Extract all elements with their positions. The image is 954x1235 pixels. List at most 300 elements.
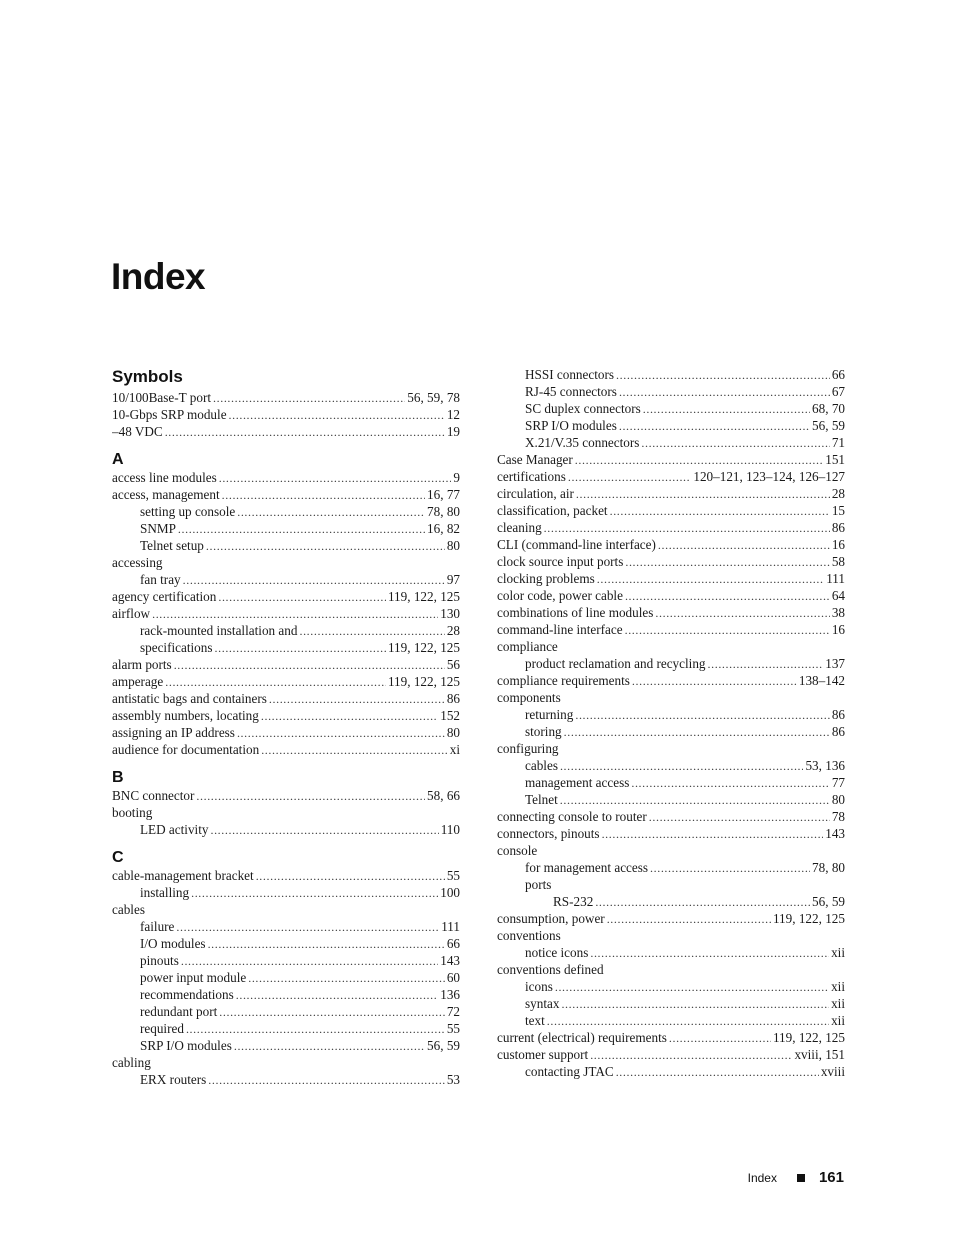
index-term: ports [525,877,552,892]
index-term: Case Manager [497,452,573,467]
dot-leader [555,978,829,995]
index-column-left [112,366,460,1088]
index-page-refs: 130 [440,606,460,621]
index-term: certifications [497,469,566,484]
dot-leader [610,502,830,519]
index-entry [497,1029,845,1046]
dot-leader [643,400,810,417]
dot-leader [575,706,829,723]
index-page-refs: 97 [446,572,460,587]
dot-leader [237,503,425,520]
dot-leader [210,821,438,838]
index-term: access, management [112,487,220,502]
dot-leader [206,537,445,554]
index-entry [112,554,460,571]
index-term: compliance [497,639,558,654]
index-page-refs: 86 [831,707,845,722]
index-page-refs: 56, 59, 78 [407,390,460,405]
index-page-refs: 55 [446,1021,460,1036]
footer-label: Index [747,1170,777,1185]
index-term: cleaning [497,520,542,535]
index-term: syntax [525,996,560,1011]
index-page-refs: 80 [446,538,460,553]
dot-leader [165,673,386,690]
index-entry [497,672,845,689]
index-page-refs: xii [831,945,845,960]
dot-leader [234,1037,425,1054]
dot-leader [256,867,445,884]
dot-leader [602,825,824,842]
dot-leader [619,417,810,434]
index-entry [497,536,845,553]
dot-leader [219,1003,445,1020]
index-term: components [497,690,561,705]
index-page-refs: xviii [820,1064,845,1079]
index-term: customer support [497,1047,589,1062]
index-entry [112,935,460,952]
index-page-refs: 80 [446,725,460,740]
index-entry [497,434,845,451]
index-term: console [497,843,538,858]
index-entry [497,876,845,893]
index-entry [112,503,460,520]
index-entry [112,656,460,673]
index-entry [497,893,845,910]
index-term: contacting JTAC [525,1064,614,1079]
index-term: I/O modules [140,936,206,951]
index-term: assigning an IP address [112,725,235,740]
index-term: amperage [112,674,164,689]
index-page-refs: 78 [831,809,845,824]
index-page-refs: 53 [446,1072,460,1087]
index-term: icons [525,979,553,994]
index-page-refs: 151 [825,452,845,467]
index-term: configuring [497,741,559,756]
index-column-right [497,366,845,1080]
index-term: power input module [140,970,247,985]
index-page-refs: 56, 59 [812,894,845,909]
index-entry [112,1003,460,1020]
index-term: classification, packet [497,503,608,518]
index-entry [112,724,460,741]
index-term: –48 VDC [112,424,163,439]
index-term: 10-Gbps SRP module [112,407,227,422]
index-page-refs: 71 [831,435,845,450]
index-page-refs: 9 [453,470,460,485]
index-entry [112,1020,460,1037]
index-entry [112,969,460,986]
index-entry [497,910,845,927]
index-page-refs: 38 [831,605,845,620]
index-entry [497,723,845,740]
index-page-refs: 16, 77 [427,487,460,502]
index-term: cables [112,902,145,917]
index-entry [497,655,845,672]
index-term: alarm ports [112,657,172,672]
page-number: 161 [818,1169,844,1186]
index-page-refs: xviii, 151 [794,1047,845,1062]
index-entry [112,986,460,1003]
index-term: setting up console [140,504,236,519]
dot-leader [590,1046,792,1063]
index-entry [112,1071,460,1088]
index-term: rack-mounted installation and [140,623,298,638]
dot-leader [564,723,830,740]
index-page-refs: 77 [831,775,845,790]
index-term: RJ-45 connectors [525,384,617,399]
index-term: cable-management bracket [112,868,254,883]
index-page-refs: 100 [440,885,460,900]
dot-leader [248,969,445,986]
dot-leader [174,656,445,673]
index-page-refs: 56, 59 [812,418,845,433]
index-term: circulation, air [497,486,574,501]
index-page-refs: 119, 122, 125 [387,674,460,689]
index-term: required [140,1021,184,1036]
index-entry [112,423,460,440]
dot-leader [625,587,830,604]
index-entry [497,774,845,791]
dot-leader [196,787,425,804]
index-page-refs: 143 [825,826,845,841]
index-term: SRP I/O modules [140,1038,232,1053]
index-term: connectors, pinouts [497,826,600,841]
index-entry [112,741,460,758]
dot-leader [619,383,830,400]
index-term: booting [112,805,153,820]
index-entry [497,825,845,842]
index-entry [112,673,460,690]
index-page-refs: 67 [831,384,845,399]
index-entry [112,884,460,901]
dot-leader [191,884,438,901]
index-entry [112,571,460,588]
index-term: clocking problems [497,571,595,586]
index-page-refs: 56 [446,657,460,672]
index-entry [497,468,845,485]
index-entry [497,995,845,1012]
index-term: HSSI connectors [525,367,615,382]
index-entry [112,389,460,406]
index-entry [497,570,845,587]
index-entry [497,366,845,383]
index-entry [112,952,460,969]
dot-leader [208,1071,445,1088]
dot-leader [215,639,386,656]
dot-leader [597,570,824,587]
index-page-refs: 66 [446,936,460,951]
index-entry [112,690,460,707]
index-entry [112,469,460,486]
index-term: SNMP [140,521,176,536]
index-entry [497,944,845,961]
index-term: failure [140,919,175,934]
dot-leader [213,389,405,406]
dot-leader [632,672,797,689]
dot-leader [568,468,692,485]
dot-leader [560,791,830,808]
index-entry [497,417,845,434]
dot-leader [208,935,445,952]
index-page-refs: xii [831,1013,845,1028]
index-term: specifications [140,640,213,655]
index-entry [112,406,460,423]
index-page-refs: 119, 122, 125 [387,640,460,655]
index-term: accessing [112,555,163,570]
index-term: ERX routers [140,1072,207,1087]
dot-leader [655,604,829,621]
index-term: BNC connector [112,788,195,803]
dot-leader [186,1020,445,1037]
index-term: SC duplex connectors [525,401,641,416]
index-entry [497,927,845,944]
index-term: X.21/V.35 connectors [525,435,640,450]
dot-leader [669,1029,771,1046]
index-term: 10/100Base-T port [112,390,212,405]
index-entry [112,918,460,935]
index-term: storing [525,724,562,739]
index-page-refs: 78, 80 [812,860,845,875]
dot-leader [650,859,810,876]
dot-leader [261,741,448,758]
index-page-refs: xii [831,996,845,1011]
index-entry [497,1046,845,1063]
index-entry [497,1063,845,1080]
index-term: access line modules [112,470,217,485]
dot-leader [237,724,445,741]
index-entry [497,519,845,536]
index-term: combinations of line modules [497,605,654,620]
index-entry [112,537,460,554]
dot-leader [152,605,438,622]
index-page-refs: 86 [831,724,845,739]
index-page-refs: 80 [831,792,845,807]
index-page-refs: 137 [825,656,845,671]
dot-leader [218,588,386,605]
index-entry [497,859,845,876]
index-page-refs: 56, 59 [427,1038,460,1053]
index-page-refs: 55 [446,868,460,883]
index-entry [497,638,845,655]
index-page-refs: 58 [831,554,845,569]
index-page-refs: 12 [446,407,460,422]
index-page-refs: 28 [831,486,845,501]
index-term: assembly numbers, locating [112,708,259,723]
dot-leader [658,536,830,553]
index-term: CLI (command-line interface) [497,537,656,552]
index-entry [497,842,845,859]
index-entry [497,604,845,621]
index-entry [112,639,460,656]
index-page-refs: 86 [831,520,845,535]
index-term: text [525,1013,545,1028]
index-entry [497,961,845,978]
index-entry [112,486,460,503]
dot-leader [561,995,829,1012]
index-term: notice icons [525,945,589,960]
index-page-refs: 53, 136 [805,758,845,773]
index-term: color code, power cable [497,588,623,603]
index-entry [112,622,460,639]
index-page-refs: 19 [446,424,460,439]
dot-leader [229,406,445,423]
dot-leader [547,1012,829,1029]
index-entry [497,451,845,468]
index-page-refs: 78, 80 [427,504,460,519]
index-term: fan tray [140,572,181,587]
index-entry [497,808,845,825]
dot-leader [631,774,829,791]
dot-leader [625,621,830,638]
dot-leader [181,952,438,969]
index-entry [497,485,845,502]
index-entry [497,383,845,400]
dot-leader [183,571,445,588]
index-page-refs: 15 [831,503,845,518]
letter-heading: C [112,849,124,866]
index-page-refs: 111 [826,571,845,586]
dot-leader [575,451,823,468]
index-term: SRP I/O modules [525,418,617,433]
index-entry [112,804,460,821]
index-term: consumption, power [497,911,605,926]
dot-leader [616,1063,819,1080]
dot-leader [178,520,425,537]
index-page-refs: 16, 82 [427,521,460,536]
index-entry [497,706,845,723]
index-term: LED activity [140,822,209,837]
dot-leader [625,553,829,570]
index-term: Telnet [525,792,558,807]
dot-leader [176,918,439,935]
index-page-refs: 120–121, 123–124, 126–127 [693,469,845,484]
index-entry [112,1054,460,1071]
dot-leader [595,893,810,910]
index-page-refs: 110 [440,822,460,837]
index-entry [497,757,845,774]
index-term: Telnet setup [140,538,204,553]
index-entry [497,689,845,706]
index-term: conventions [497,928,561,943]
index-entry [497,400,845,417]
index-entry [497,587,845,604]
index-term: RS-232 [553,894,594,909]
index-entry [112,605,460,622]
index-term: conventions defined [497,962,604,977]
index-term: agency certification [112,589,217,604]
index-term: cabling [112,1055,151,1070]
index-entry [112,588,460,605]
index-term: installing [140,885,190,900]
index-term: returning [525,707,574,722]
index-entry [497,978,845,995]
index-entry [497,791,845,808]
dot-leader [165,423,445,440]
index-page-refs: 138–142 [798,673,845,688]
index-term: antistatic bags and containers [112,691,267,706]
index-term: airflow [112,606,151,621]
dot-leader [590,944,829,961]
index-page-refs: 28 [446,623,460,638]
index-term: product reclamation and recycling [525,656,706,671]
section-heading: Symbols [112,367,183,386]
index-term: command-line interface [497,622,623,637]
index-term: cables [525,758,558,773]
index-entry [112,821,460,838]
index-entry [497,1012,845,1029]
index-entry [112,787,460,804]
dot-leader [708,655,824,672]
index-page-refs: 152 [440,708,460,723]
dot-leader [649,808,830,825]
index-term: compliance requirements [497,673,630,688]
index-entry [112,1037,460,1054]
index-entry [497,553,845,570]
dot-leader [576,485,830,502]
index-page-refs: xii [831,979,845,994]
index-term: clock source input ports [497,554,624,569]
page-footer [748,1169,844,1186]
index-page-refs: 68, 70 [812,401,845,416]
index-entry [497,740,845,757]
index-page-refs: xi [449,742,460,757]
dot-leader [236,986,438,1003]
index-entry [497,502,845,519]
index-entry [112,867,460,884]
dot-leader [607,910,771,927]
dot-leader [560,757,803,774]
footer-square-icon [797,1174,805,1182]
index-page-refs: 111 [441,919,460,934]
dot-leader [641,434,829,451]
index-page-refs: 60 [446,970,460,985]
index-term: recommendations [140,987,234,1002]
dot-leader [544,519,830,536]
index-page-refs: 64 [831,588,845,603]
index-page-refs: 143 [440,953,460,968]
dot-leader [269,690,445,707]
index-term: connecting console to router [497,809,647,824]
index-page-refs: 119, 122, 125 [387,589,460,604]
index-entry [112,901,460,918]
index-term: audience for documentation [112,742,260,757]
index-page-refs: 16 [831,537,845,552]
index-term: pinouts [140,953,179,968]
index-page-refs: 119, 122, 125 [772,1030,845,1045]
dot-leader [299,622,444,639]
index-page-refs: 86 [446,691,460,706]
index-page-refs: 72 [446,1004,460,1019]
dot-leader [616,366,830,383]
index-page-refs: 136 [440,987,460,1002]
index-page-refs: 58, 66 [427,788,460,803]
index-entry [112,707,460,724]
dot-leader [222,486,425,503]
index-page-refs: 66 [831,367,845,382]
index-term: management access [525,775,630,790]
index-page-refs: 119, 122, 125 [772,911,845,926]
index-entry [112,520,460,537]
index-term: redundant port [140,1004,218,1019]
dot-leader [219,469,452,486]
index-term: current (electrical) requirements [497,1030,667,1045]
letter-heading: A [112,451,124,468]
dot-leader [261,707,438,724]
index-page-refs: 16 [831,622,845,637]
page-title: Index [111,256,206,297]
letter-heading: B [112,769,124,786]
index-term: for management access [525,860,649,875]
